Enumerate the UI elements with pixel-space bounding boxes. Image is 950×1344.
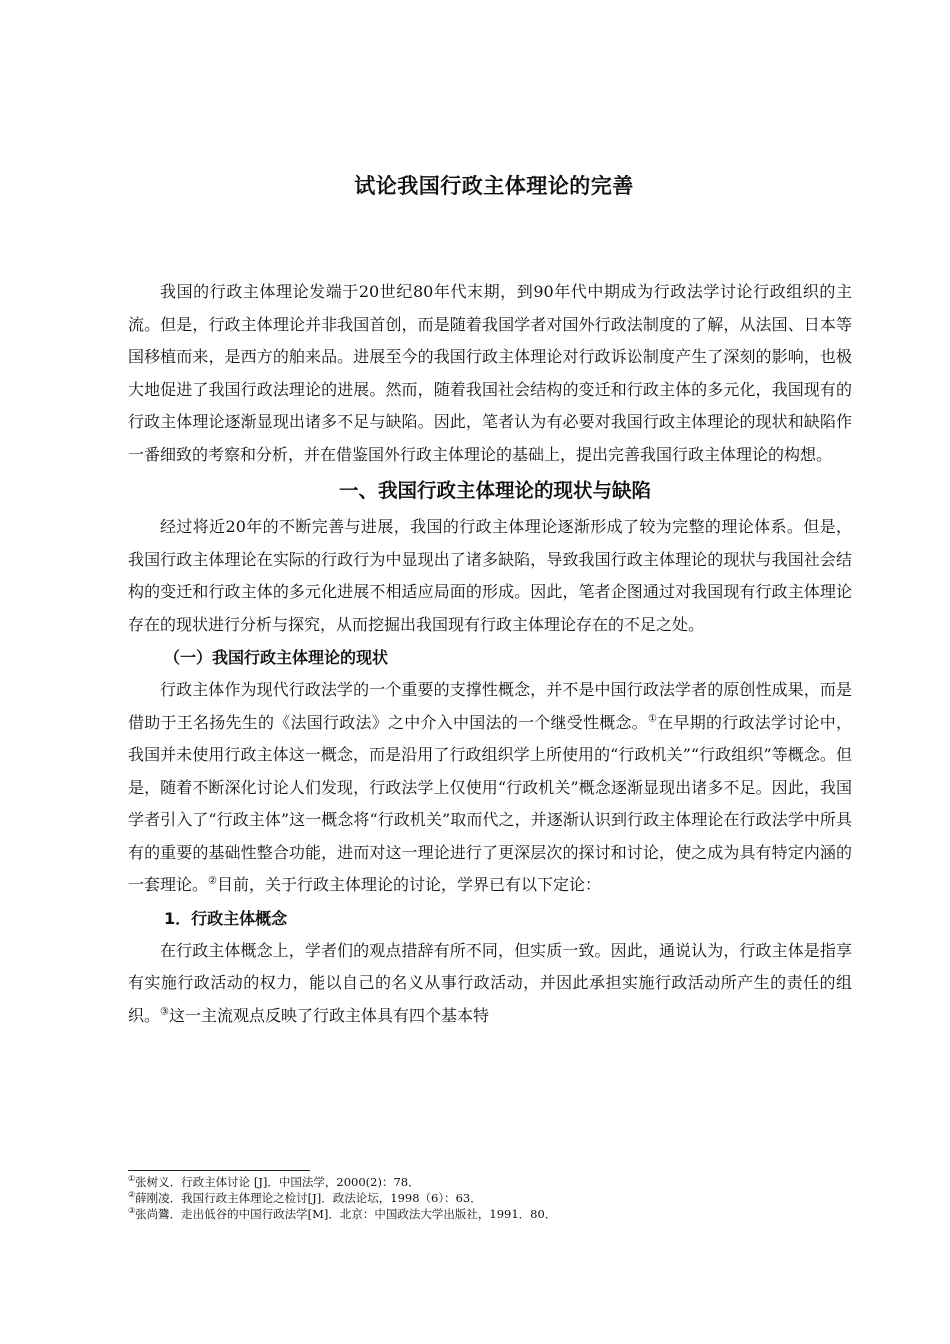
paragraph-text: 在早期的行政法学讨论中，我国并未使用行政主体这一概念，而是沿用了行政组织学上所使用的“行政机关”“行政组织”等概念。但是，随着不断深化讨论人们发现，行政法学上仅使用“行政机关”概念逐渐显现出诸多不足。因此，我国学者引入了“行政主体”这一概念将“行政机关”取而代之，并逐渐认识到行政主体理论在行政法学中所具有的重要的基础性整合功能，进而对这一理论进行了更深层次的探讨和讨论，使之成为具有特定内涵的一套理论。 [128, 712, 852, 894]
document-title: 试论我国行政主体理论的完善 [354, 174, 634, 198]
footnote-separator [128, 1170, 310, 1171]
footnote-mark: ③ [128, 1206, 136, 1216]
paragraph-text: 行政主体作为现代行政法学的一个重要的支撑性概念，并不是中国行政法学者的原创性成果，而是借助于王名扬先生的《法国行政法》之中介入中国法的一个继受性概念。 [128, 680, 852, 732]
paragraph-text: 这一主流观点反映了行政主体具有四个基本特 [168, 1005, 489, 1025]
item-1-heading: 1．行政主体概念 [164, 908, 288, 928]
footnote-3 [128, 1206, 852, 1222]
footnote-ref-3: ③ [160, 1006, 169, 1018]
title-spacer [128, 204, 852, 276]
footnote-2 [128, 1190, 852, 1206]
section-1-paragraph: 经过将近20年的不断完善与进展，我国的行政主体理论逐渐形成了较为完整的理论体系。但是，我国行政主体理论在实际的行政行为中显现出了诸多缺陷，导致我国行政主体理论的现状与我国社会结构的变迁和行政主体的多元化进展不相适应局面的形成。因此，笔者企图通过对我国现有行政主体理论存在的现状进行分析与探究，从而挖掘出我国现有行政主体理论存在的不足之处。 [128, 517, 852, 634]
section-1-heading: 一、我国行政主体理论的现状与缺陷 [338, 479, 651, 502]
document-body [128, 168, 852, 1032]
footnote-text: 张尚鷟．走出低谷的中国行政法学[M]．北京：中国政法大学出版社，1991．80． [135, 1207, 557, 1221]
item-1-paragraph [128, 935, 852, 1033]
footnote-ref-2: ② [208, 875, 217, 887]
footnote-mark: ① [128, 1174, 136, 1184]
footnote-text: 薛刚凌．我国行政主体理论之检讨[J]．政法论坛，1998（6）：63． [135, 1191, 482, 1205]
footnote-mark: ② [128, 1190, 136, 1200]
footnotes [128, 1170, 852, 1222]
subsection-1-heading: （一）我国行政主体理论的现状 [164, 648, 389, 667]
footnote-text: 张树义．行政主体讨论 [J]．中国法学，2000(2)：78． [135, 1175, 420, 1189]
footnote-ref-1: ① [648, 713, 658, 725]
subsection-1-paragraph [128, 674, 852, 902]
intro-paragraph: 我国的行政主体理论发端于20世纪80年代末期，到90年代中期成为行政法学讨论行政组织的主流。但是，行政主体理论并非我国首创，而是随着我国学者对国外行政法制度的了解，从法国、日本等国移植而来，是西方的舶来品。进展至今的我国行政主体理论对行政诉讼制度产生了深刻的影响，也极大地促进了我国行政法理论的进展。然而，随着我国社会结构的变迁和行政主体的多元化，我国现有的行政主体理论逐渐显现出诸多不足与缺陷。因此，笔者认为有必要对我国行政主体理论的现状和缺陷作一番细致的考察和分析，并在借鉴国外行政主体理论的基础上，提出完善我国行政主体理论的构想。 [128, 282, 852, 464]
paragraph-text: 目前，关于行政主体理论的讨论，学界已有以下定论： [216, 875, 601, 894]
footnote-1 [128, 1174, 852, 1190]
paragraph-text: 在行政主体概念上，学者们的观点措辞有所不同，但实质一致。因此，通说认为，行政主体是指享有实施行政活动的权力，能以自己的名义从事行政活动，并因此承担实施行政活动所产生的责任的组织。 [128, 940, 852, 1025]
